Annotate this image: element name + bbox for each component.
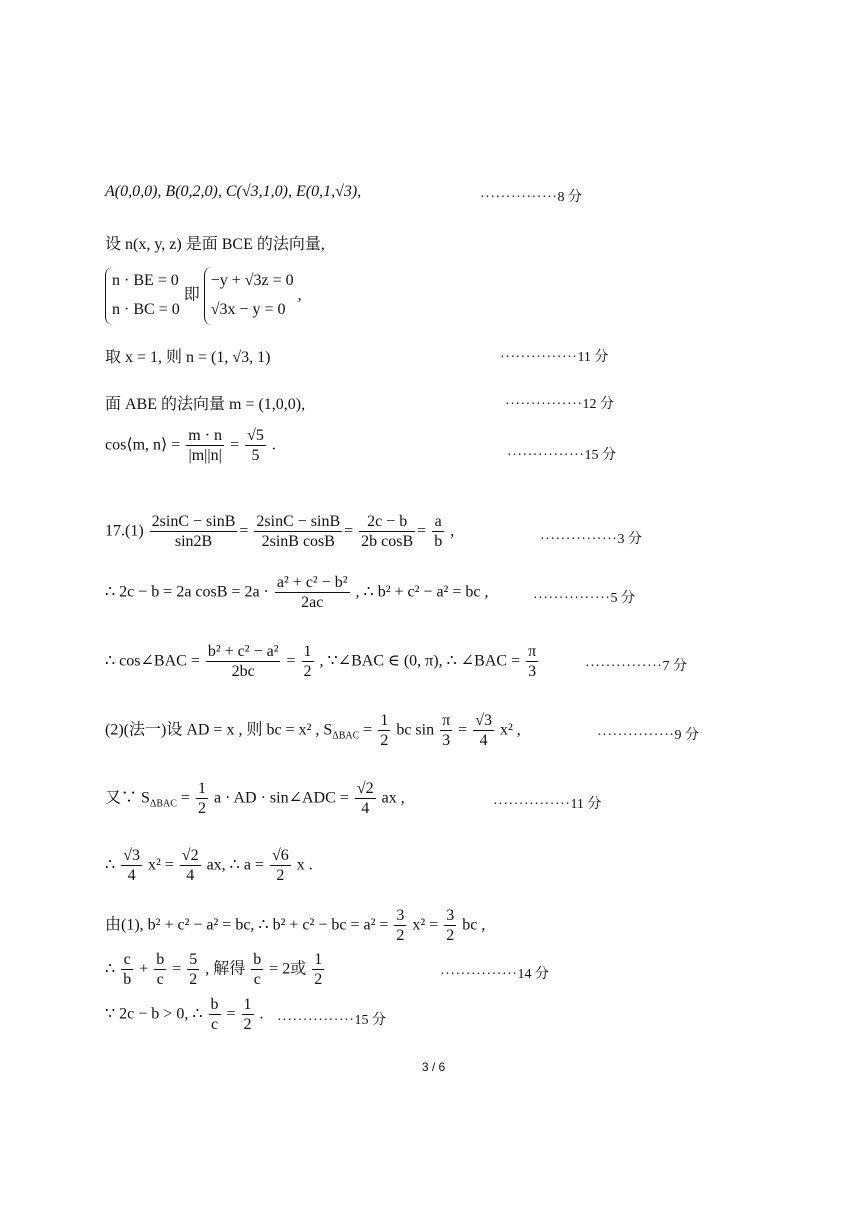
num: π xyxy=(440,711,452,731)
frac-1 xyxy=(121,846,142,885)
num: π xyxy=(526,642,538,662)
pre: (2)(法一)设 AD = x , 则 bc = x² , S xyxy=(105,721,333,739)
page-number: 3 / 6 xyxy=(421,1060,446,1074)
score-12 xyxy=(505,393,614,413)
equals: = xyxy=(363,721,373,739)
p17-2-line xyxy=(105,711,521,750)
abe-normal-line: 面 ABE 的法向量 m = (1,0,0), xyxy=(105,396,306,413)
den: 4 xyxy=(127,867,136,885)
frac-2 xyxy=(154,950,166,989)
score-label: 15 分 xyxy=(584,448,616,463)
score-label: 5 分 xyxy=(610,591,635,606)
pre: 由(1), b² + c² − a² = bc, ∴ b² + c² − bc = a² = xyxy=(105,916,389,934)
den: 2 xyxy=(446,927,455,945)
equivalently-label: 即 xyxy=(183,286,200,304)
frac-1 xyxy=(378,711,390,750)
score-11b xyxy=(493,793,601,813)
frac-3 xyxy=(526,642,538,681)
score-label: 3 分 xyxy=(617,532,642,547)
den: c xyxy=(156,971,164,989)
dots: ··············· xyxy=(277,1013,355,1028)
den: c xyxy=(253,971,261,989)
cos-lhs: cos⟨m, n⟩ = xyxy=(105,436,181,454)
equals: = xyxy=(230,436,240,454)
den: 2 xyxy=(380,732,389,750)
area-line xyxy=(105,779,405,818)
comma: , xyxy=(297,286,302,304)
score-label: 8 分 xyxy=(557,190,582,205)
frac-2 xyxy=(180,846,201,885)
pre: ∴ xyxy=(105,960,116,978)
frac-3 xyxy=(270,846,291,885)
dots: ··············· xyxy=(500,350,578,365)
frac-2 xyxy=(242,995,254,1034)
frac-2 xyxy=(355,779,376,818)
system-left xyxy=(105,267,180,325)
frac-root5 xyxy=(245,426,266,465)
den: 4 xyxy=(186,867,195,885)
eq-1: −y + √3z = 0 xyxy=(210,272,294,289)
num: a² + c² − b² xyxy=(275,573,350,593)
num: 1 xyxy=(242,995,254,1015)
frac-5 xyxy=(312,950,324,989)
num: √2 xyxy=(355,779,376,799)
num: 1 xyxy=(302,642,314,662)
pre: ∵ 2c − b > 0, ∴ xyxy=(105,1005,203,1023)
num: b xyxy=(154,950,166,970)
eq-n-bc: n · BC = 0 xyxy=(112,300,180,318)
num: 1 xyxy=(196,779,208,799)
frac-3 xyxy=(187,950,199,989)
frac-3 xyxy=(473,711,494,750)
num: √5 xyxy=(245,426,266,446)
num: b xyxy=(251,950,263,970)
dots: ··············· xyxy=(585,659,663,674)
den: 2 xyxy=(276,867,285,885)
den: sin2B xyxy=(174,533,213,551)
conclusion-line xyxy=(105,995,264,1034)
score-label: 7 分 xyxy=(662,659,687,674)
post: x² , xyxy=(499,721,521,739)
frac-1 xyxy=(150,512,238,551)
num: √3 xyxy=(121,846,142,866)
score-label: 15 分 xyxy=(354,1013,386,1028)
frac-1 xyxy=(121,950,133,989)
dots: ··············· xyxy=(493,797,571,812)
den: 2 xyxy=(197,800,206,818)
score-label: 11 分 xyxy=(570,797,602,812)
den: 3 xyxy=(528,663,537,681)
dots: ··············· xyxy=(480,190,558,205)
num: 1 xyxy=(312,950,324,970)
frac-1 xyxy=(196,779,208,818)
score-7 xyxy=(585,655,687,675)
mid: a · AD · sin∠ADC = xyxy=(213,789,349,807)
den: 3 xyxy=(442,732,451,750)
num: 1 xyxy=(378,711,390,731)
num: a xyxy=(432,512,444,532)
system-right xyxy=(204,267,294,325)
normal-vector-intro: 设 n(x, y, z) 是面 BCE 的法向量, xyxy=(105,236,325,253)
frac-3 xyxy=(359,512,415,551)
score-9 xyxy=(597,724,699,744)
den: 2 xyxy=(314,971,323,989)
equals: = xyxy=(286,652,296,670)
den: b xyxy=(123,971,132,989)
den: 2ac xyxy=(301,594,324,612)
pre: ∴ 2c − b = 2a cosB = 2a · xyxy=(105,583,269,601)
frac-1 xyxy=(206,642,281,681)
den: 2 xyxy=(396,927,405,945)
den: 5 xyxy=(251,447,260,465)
equation-system xyxy=(105,267,302,325)
num: √2 xyxy=(180,846,201,866)
post: , ∴ b² + c² − a² = bc , xyxy=(355,583,489,601)
frac-1 xyxy=(394,906,406,945)
comma: , xyxy=(450,522,455,540)
den: 2sinB cosB xyxy=(261,533,335,551)
score-label: 12 分 xyxy=(582,397,614,412)
num: 3 xyxy=(394,906,406,926)
dots: ··············· xyxy=(507,448,585,463)
coordinates-line: A(0,0,0), B(0,2,0), C(√3,1,0), E(0,1,√3), xyxy=(105,183,362,200)
dots: ··············· xyxy=(533,591,611,606)
den: 2 xyxy=(189,971,198,989)
problem-label: 17.(1) xyxy=(105,522,144,540)
dots: ··············· xyxy=(440,967,518,982)
frac-1 xyxy=(209,995,221,1034)
post: bc , xyxy=(462,916,486,934)
equals: = xyxy=(172,960,182,978)
frac xyxy=(275,573,350,612)
score-14 xyxy=(440,963,549,983)
num: b xyxy=(209,995,221,1015)
score-3 xyxy=(540,528,642,548)
score-label: 9 分 xyxy=(674,728,699,743)
mid: bc sin xyxy=(396,721,435,739)
mid: x² = xyxy=(412,916,439,934)
den: 2 xyxy=(303,663,312,681)
num: √6 xyxy=(270,846,291,866)
mid-1: x² = xyxy=(147,856,174,874)
den: c xyxy=(210,1016,219,1034)
num: m · n xyxy=(186,426,224,446)
subscript: ΔBAC xyxy=(149,798,177,810)
num: 3 xyxy=(444,906,456,926)
p17-1-line: 17.(1) $\frac{2\sin C - \sin B}{\sin 2B}$ = $\frac{2\sin C - \sin B}{\text{2sinB cosB}}$ = $\frac{2c - b}{\text{2b cosB}}$ = $\frac{a}{b}$ , xyxy=(105,513,455,551)
den: 2bc xyxy=(231,663,255,681)
eq-n-be: n · BE = 0 xyxy=(112,272,179,289)
den: 4 xyxy=(361,800,370,818)
den: |m||n| xyxy=(188,447,222,465)
frac-2 xyxy=(440,711,452,750)
score-label: 14 分 xyxy=(517,967,549,982)
num: 2c − b xyxy=(359,512,415,532)
cos-bac-line xyxy=(105,642,540,681)
num: c xyxy=(121,950,133,970)
post: ax , xyxy=(381,789,405,807)
mid-2: = 2或 xyxy=(269,960,307,978)
frac-2 xyxy=(302,642,314,681)
mid: , 解得 xyxy=(205,960,246,978)
frac-2 xyxy=(444,906,456,945)
dots: ··············· xyxy=(597,728,675,743)
frac-2 xyxy=(254,512,342,551)
score-label: 11 分 xyxy=(577,350,609,365)
eq-2: √3x − y = 0 xyxy=(210,300,286,318)
frac-mn xyxy=(186,426,224,465)
den: 4 xyxy=(479,732,488,750)
post: . xyxy=(259,1005,264,1023)
dots: ··············· xyxy=(540,532,618,547)
score-11a xyxy=(500,346,608,366)
score-15b xyxy=(277,1009,386,1029)
score-8 xyxy=(480,186,582,206)
den: b xyxy=(434,533,443,551)
frac-4 xyxy=(432,512,444,551)
num: b² + c² − a² xyxy=(206,642,281,662)
pre: 又∵ S xyxy=(105,789,150,807)
equals: = xyxy=(226,1005,236,1023)
num: 2sinC − sinB xyxy=(150,512,238,532)
equals: = xyxy=(180,789,190,807)
pre: ∴ xyxy=(105,856,116,874)
score-15a xyxy=(507,444,616,464)
frac-4 xyxy=(251,950,263,989)
a-equals-line xyxy=(105,846,313,885)
num: √3 xyxy=(473,711,494,731)
cos-b-line xyxy=(105,573,488,612)
subscript: ΔBAC xyxy=(332,730,360,742)
take-x-line: 取 x = 1, 则 n = (1, √3, 1) xyxy=(105,349,271,366)
mid-2: ax, ∴ a = xyxy=(206,856,264,874)
score-5 xyxy=(533,587,635,607)
post: , ∵∠BAC ∈ (0, π), ∴ ∠BAC = xyxy=(319,652,521,670)
equals: = xyxy=(458,721,468,739)
from-1-line xyxy=(105,906,485,945)
num: 5 xyxy=(187,950,199,970)
dots: ··············· xyxy=(505,397,583,412)
den: 2b cosB xyxy=(361,533,414,551)
period: . xyxy=(271,436,276,454)
num: 2sinC − sinB xyxy=(254,512,342,532)
pre: ∴ cos∠BAC = xyxy=(105,652,200,670)
post: x . xyxy=(296,856,313,874)
cosine-line xyxy=(105,426,276,465)
plus: + xyxy=(139,960,149,978)
ratio-line xyxy=(105,950,326,989)
den: 2 xyxy=(243,1016,252,1034)
